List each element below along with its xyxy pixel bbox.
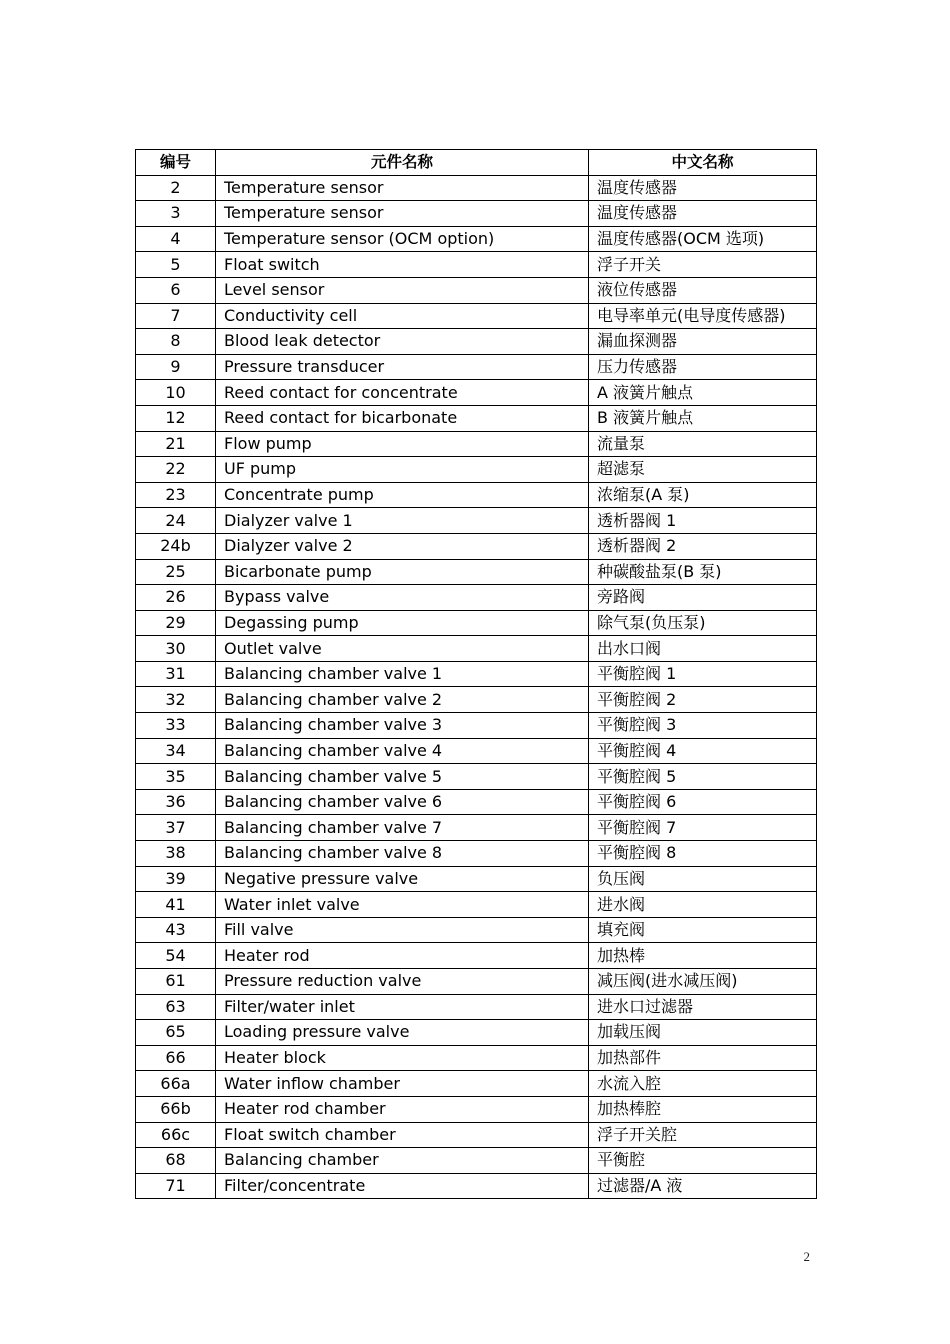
- cell-chinese-name: 平衡腔阀 4: [589, 738, 817, 764]
- cell-component-name: Float switch: [216, 252, 589, 278]
- cell-component-name: Balancing chamber valve 5: [216, 764, 589, 790]
- cell-chinese-name: 加载压阀: [589, 1020, 817, 1046]
- cell-component-name: Bypass valve: [216, 585, 589, 611]
- cell-chinese-name: 水流入腔: [589, 1071, 817, 1097]
- table-row: [136, 636, 817, 662]
- cell-number: 68: [136, 1148, 216, 1174]
- cell-component-name: Filter/concentrate: [216, 1173, 589, 1199]
- cell-chinese-name: 填充阀: [589, 917, 817, 943]
- cell-component-name: Degassing pump: [216, 610, 589, 636]
- cell-number: 22: [136, 457, 216, 483]
- cell-chinese-name: 负压阀: [589, 866, 817, 892]
- cell-component-name: UF pump: [216, 457, 589, 483]
- cell-chinese-name: 平衡腔阀 3: [589, 713, 817, 739]
- column-header-chinese-name: 中文名称: [589, 150, 817, 176]
- cell-number: 9: [136, 354, 216, 380]
- table-row: [136, 354, 817, 380]
- table-row: [136, 329, 817, 355]
- cell-chinese-name: 流量泵: [589, 431, 817, 457]
- table-row: [136, 1045, 817, 1071]
- cell-chinese-name: 加热部件: [589, 1045, 817, 1071]
- cell-number: 43: [136, 917, 216, 943]
- cell-number: 66: [136, 1045, 216, 1071]
- table-row: [136, 969, 817, 995]
- table-row: [136, 175, 817, 201]
- table-row: [136, 841, 817, 867]
- cell-component-name: Balancing chamber: [216, 1148, 589, 1174]
- cell-number: 54: [136, 943, 216, 969]
- cell-chinese-name: 平衡腔阀 7: [589, 815, 817, 841]
- table-row: [136, 457, 817, 483]
- cell-number: 33: [136, 713, 216, 739]
- table-row: [136, 994, 817, 1020]
- cell-component-name: Outlet valve: [216, 636, 589, 662]
- cell-number: 23: [136, 482, 216, 508]
- table-row: [136, 482, 817, 508]
- table-row: [136, 1173, 817, 1199]
- cell-chinese-name: 温度传感器(OCM 选项): [589, 226, 817, 252]
- cell-component-name: Balancing chamber valve 6: [216, 789, 589, 815]
- cell-component-name: Balancing chamber valve 7: [216, 815, 589, 841]
- cell-chinese-name: 压力传感器: [589, 354, 817, 380]
- cell-component-name: Temperature sensor: [216, 201, 589, 227]
- cell-number: 65: [136, 1020, 216, 1046]
- cell-component-name: Bicarbonate pump: [216, 559, 589, 585]
- cell-component-name: Temperature sensor (OCM option): [216, 226, 589, 252]
- cell-chinese-name: 进水口过滤器: [589, 994, 817, 1020]
- cell-chinese-name: 进水阀: [589, 892, 817, 918]
- cell-number: 21: [136, 431, 216, 457]
- cell-number: 32: [136, 687, 216, 713]
- cell-component-name: Conductivity cell: [216, 303, 589, 329]
- table-row: [136, 226, 817, 252]
- cell-chinese-name: 减压阀(进水减压阀): [589, 969, 817, 995]
- table-row: [136, 687, 817, 713]
- cell-chinese-name: 平衡腔阀 6: [589, 789, 817, 815]
- cell-number: 63: [136, 994, 216, 1020]
- cell-number: 61: [136, 969, 216, 995]
- cell-chinese-name: 旁路阀: [589, 585, 817, 611]
- cell-component-name: Temperature sensor: [216, 175, 589, 201]
- cell-number: 8: [136, 329, 216, 355]
- column-header-component-name: 元件名称: [216, 150, 589, 176]
- cell-chinese-name: 超滤泵: [589, 457, 817, 483]
- table-row: [136, 917, 817, 943]
- table-row: [136, 764, 817, 790]
- column-header-number: 编号: [136, 150, 216, 176]
- table-row: [136, 815, 817, 841]
- cell-chinese-name: 过滤器/A 液: [589, 1173, 817, 1199]
- cell-component-name: Heater rod chamber: [216, 1096, 589, 1122]
- cell-number: 24b: [136, 533, 216, 559]
- cell-number: 7: [136, 303, 216, 329]
- cell-number: 6: [136, 277, 216, 303]
- cell-chinese-name: 透析器阀 2: [589, 533, 817, 559]
- cell-chinese-name: 种碳酸盐泵(B 泵): [589, 559, 817, 585]
- cell-component-name: Balancing chamber valve 4: [216, 738, 589, 764]
- cell-number: 24: [136, 508, 216, 534]
- cell-number: 36: [136, 789, 216, 815]
- table-row: [136, 277, 817, 303]
- cell-component-name: Reed contact for bicarbonate: [216, 405, 589, 431]
- cell-number: 37: [136, 815, 216, 841]
- cell-chinese-name: 出水口阀: [589, 636, 817, 662]
- table-row: [136, 1122, 817, 1148]
- cell-component-name: Filter/water inlet: [216, 994, 589, 1020]
- table-header-row: [136, 150, 817, 176]
- cell-chinese-name: 平衡腔阀 2: [589, 687, 817, 713]
- cell-number: 26: [136, 585, 216, 611]
- table-row: [136, 303, 817, 329]
- cell-chinese-name: 电导率单元(电导度传感器): [589, 303, 817, 329]
- cell-component-name: Heater block: [216, 1045, 589, 1071]
- cell-number: 66a: [136, 1071, 216, 1097]
- cell-chinese-name: 浮子开关腔: [589, 1122, 817, 1148]
- cell-component-name: Balancing chamber valve 2: [216, 687, 589, 713]
- cell-chinese-name: 漏血探测器: [589, 329, 817, 355]
- cell-chinese-name: 浓缩泵(A 泵): [589, 482, 817, 508]
- cell-number: 10: [136, 380, 216, 406]
- cell-number: 2: [136, 175, 216, 201]
- table-row: [136, 1148, 817, 1174]
- table-row: [136, 380, 817, 406]
- cell-component-name: Fill valve: [216, 917, 589, 943]
- cell-number: 39: [136, 866, 216, 892]
- cell-number: 41: [136, 892, 216, 918]
- cell-number: 31: [136, 661, 216, 687]
- table-row: [136, 533, 817, 559]
- cell-number: 30: [136, 636, 216, 662]
- cell-component-name: Flow pump: [216, 431, 589, 457]
- table-row: [136, 1096, 817, 1122]
- cell-chinese-name: 温度传感器: [589, 175, 817, 201]
- cell-number: 3: [136, 201, 216, 227]
- table-body: [136, 175, 817, 1199]
- cell-number: 29: [136, 610, 216, 636]
- cell-chinese-name: 透析器阀 1: [589, 508, 817, 534]
- table-row: [136, 1071, 817, 1097]
- table-row: [136, 585, 817, 611]
- cell-component-name: Concentrate pump: [216, 482, 589, 508]
- cell-number: 66c: [136, 1122, 216, 1148]
- table-row: [136, 610, 817, 636]
- cell-component-name: Blood leak detector: [216, 329, 589, 355]
- cell-component-name: Float switch chamber: [216, 1122, 589, 1148]
- table-row: [136, 405, 817, 431]
- cell-number: 38: [136, 841, 216, 867]
- table-row: [136, 252, 817, 278]
- cell-component-name: Pressure transducer: [216, 354, 589, 380]
- cell-component-name: Water inflow chamber: [216, 1071, 589, 1097]
- cell-chinese-name: 加热棒腔: [589, 1096, 817, 1122]
- table-row: [136, 201, 817, 227]
- table-row: [136, 738, 817, 764]
- cell-chinese-name: 平衡腔阀 1: [589, 661, 817, 687]
- cell-component-name: Pressure reduction valve: [216, 969, 589, 995]
- table-row: [136, 431, 817, 457]
- cell-number: 4: [136, 226, 216, 252]
- table-row: [136, 713, 817, 739]
- cell-number: 12: [136, 405, 216, 431]
- cell-chinese-name: 浮子开关: [589, 252, 817, 278]
- cell-chinese-name: 平衡腔: [589, 1148, 817, 1174]
- table-row: [136, 866, 817, 892]
- cell-chinese-name: 液位传感器: [589, 277, 817, 303]
- cell-chinese-name: 除气泵(负压泵): [589, 610, 817, 636]
- table-row: [136, 508, 817, 534]
- cell-number: 66b: [136, 1096, 216, 1122]
- table-row: [136, 892, 817, 918]
- component-table: [135, 149, 817, 1199]
- cell-component-name: Loading pressure valve: [216, 1020, 589, 1046]
- cell-number: 35: [136, 764, 216, 790]
- table-row: [136, 559, 817, 585]
- table-row: [136, 1020, 817, 1046]
- cell-component-name: Water inlet valve: [216, 892, 589, 918]
- cell-component-name: Dialyzer valve 1: [216, 508, 589, 534]
- table-row: [136, 661, 817, 687]
- cell-component-name: Level sensor: [216, 277, 589, 303]
- cell-component-name: Negative pressure valve: [216, 866, 589, 892]
- cell-component-name: Balancing chamber valve 3: [216, 713, 589, 739]
- cell-chinese-name: B 液簧片触点: [589, 405, 817, 431]
- table-row: [136, 789, 817, 815]
- cell-chinese-name: A 液簧片触点: [589, 380, 817, 406]
- cell-number: 71: [136, 1173, 216, 1199]
- cell-component-name: Reed contact for concentrate: [216, 380, 589, 406]
- cell-chinese-name: 温度传感器: [589, 201, 817, 227]
- cell-component-name: Dialyzer valve 2: [216, 533, 589, 559]
- cell-number: 34: [136, 738, 216, 764]
- cell-component-name: Balancing chamber valve 8: [216, 841, 589, 867]
- cell-chinese-name: 平衡腔阀 5: [589, 764, 817, 790]
- table-row: [136, 943, 817, 969]
- cell-component-name: Heater rod: [216, 943, 589, 969]
- cell-component-name: Balancing chamber valve 1: [216, 661, 589, 687]
- page-number: 2: [803, 1249, 810, 1264]
- cell-chinese-name: 加热棒: [589, 943, 817, 969]
- cell-number: 5: [136, 252, 216, 278]
- cell-chinese-name: 平衡腔阀 8: [589, 841, 817, 867]
- cell-number: 25: [136, 559, 216, 585]
